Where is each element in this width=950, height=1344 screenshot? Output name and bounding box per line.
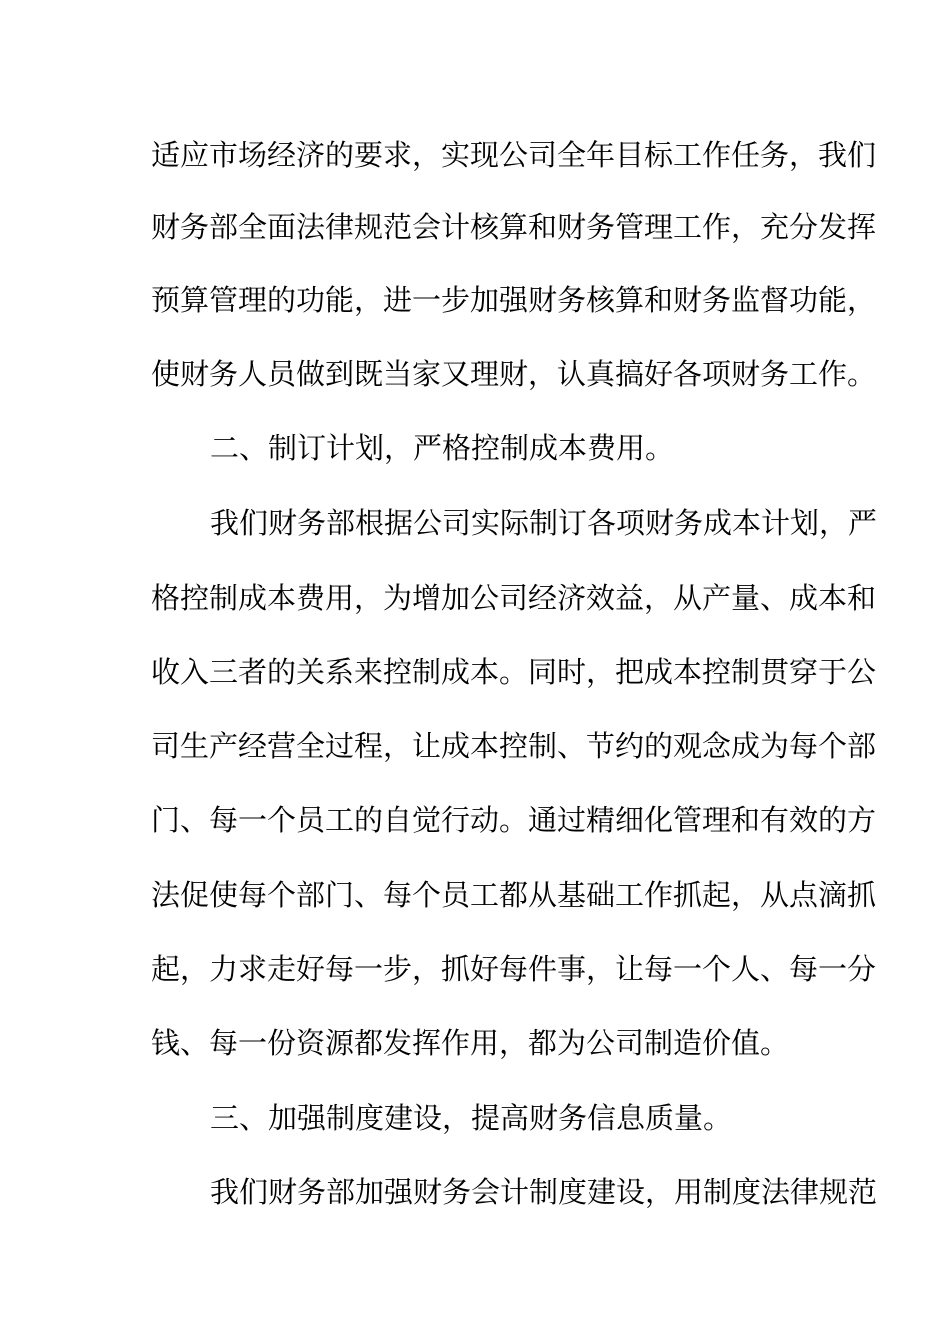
paragraph-line: 使财务人员做到既当家又理财，认真搞好各项财务工作。: [151, 357, 877, 391]
paragraph-line: 我们财务部加强财务会计制度建设，用制度法律规范: [210, 1175, 878, 1209]
paragraph-line: 预算管理的功能，进一步加强财务核算和财务监督功能，: [151, 283, 877, 317]
paragraph-line: 法促使每个部门、每个员工都从基础工作抓起，从点滴抓: [151, 878, 877, 912]
paragraph-line: 适应市场经济的要求，实现公司全年目标工作任务，我们: [151, 138, 877, 172]
paragraph-line: 财务部全面法律规范会计核算和财务管理工作，充分发挥: [151, 210, 877, 244]
paragraph-line: 钱、每一份资源都发挥作用，都为公司制造价值。: [151, 1026, 790, 1060]
paragraph-line: 我们财务部根据公司实际制订各项财务成本计划，严: [210, 506, 878, 540]
section-heading: 二、制订计划，严格控制成本费用。: [210, 431, 675, 465]
paragraph-line: 收入三者的关系来控制成本。同时，把成本控制贯穿于公: [151, 655, 877, 689]
paragraph-line: 起，力求走好每一步，抓好每件事，让每一个人、每一分: [151, 952, 877, 986]
paragraph-line: 格控制成本费用，为增加公司经济效益，从产量、成本和: [151, 581, 877, 615]
paragraph-line: 门、每一个员工的自觉行动。通过精细化管理和有效的方: [151, 803, 877, 837]
section-heading: 三、加强制度建设，提高财务信息质量。: [210, 1101, 733, 1135]
paragraph-line: 司生产经营全过程，让成本控制、节约的观念成为每个部: [151, 729, 877, 763]
